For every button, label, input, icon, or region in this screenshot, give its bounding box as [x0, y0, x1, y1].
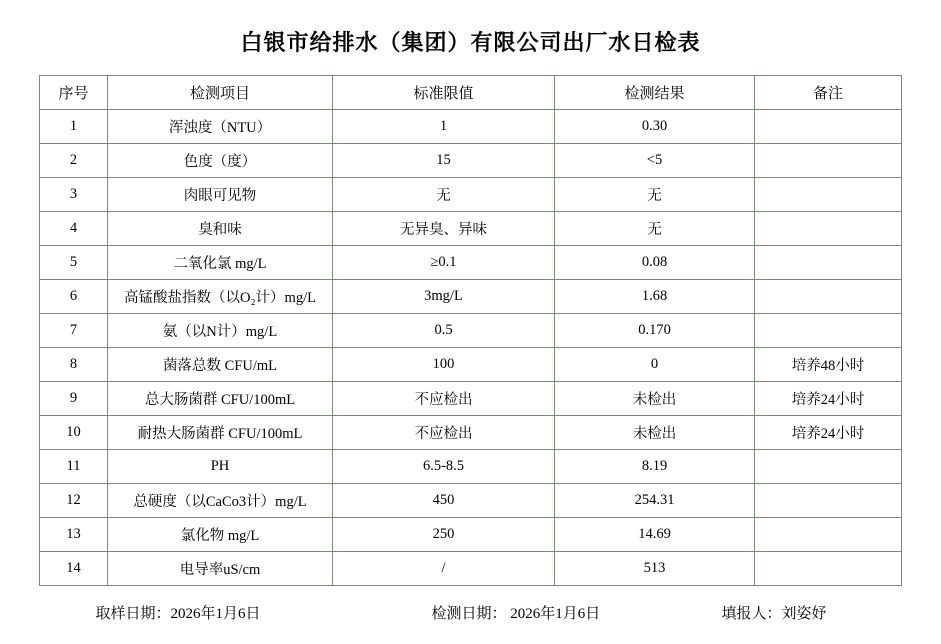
cell-remark [755, 484, 902, 518]
table-row [40, 110, 902, 144]
cell-item: 总硬度（以CaCo3计）mg/L [108, 484, 333, 518]
page-title: 白银市给排水（集团）有限公司出厂水日检表 [240, 30, 701, 55]
table-row [40, 348, 902, 382]
cell-item: 氨（以N计）mg/L [108, 314, 333, 348]
cell-item: 高锰酸盐指数（以O₂计）mg/L [108, 280, 333, 314]
cell-no: 12 [40, 484, 108, 518]
cell-item: 二氧化氯 mg/L [108, 246, 333, 280]
cell-limit: 0.5 [333, 314, 555, 348]
cell-item: 浑浊度（NTU） [108, 110, 333, 144]
cell-item: 氯化物 mg/L [108, 518, 333, 552]
cell-limit: 3mg/L [333, 280, 555, 314]
cell-result: 8.19 [555, 450, 755, 484]
cell-no: 7 [40, 314, 108, 348]
cell-item: 肉眼可见物 [108, 178, 333, 212]
cell-item: 臭和味 [108, 212, 333, 246]
cell-remark [755, 552, 902, 586]
cell-result: <5 [555, 144, 755, 178]
cell-no: 10 [40, 416, 108, 450]
table-row [40, 382, 902, 416]
table-row [40, 518, 902, 552]
table-row [40, 552, 902, 586]
cell-remark: 培养48小时 [755, 348, 902, 382]
cell-limit: 100 [333, 348, 555, 382]
cell-item: 耐热大肠菌群 CFU/100mL [108, 416, 333, 450]
cell-no: 4 [40, 212, 108, 246]
cell-item: 电导率uS/cm [108, 552, 333, 586]
table-row [40, 450, 902, 484]
cell-limit: 无异臭、异味 [333, 212, 555, 246]
table-row [40, 178, 902, 212]
cell-item: 总大肠菌群 CFU/100mL [108, 382, 333, 416]
sample-date: 取样日期：2026年1月6日 [95, 606, 261, 622]
table-row [40, 280, 902, 314]
cell-result: 无 [555, 178, 755, 212]
cell-item: 菌落总数 CFU/mL [108, 348, 333, 382]
cell-no: 13 [40, 518, 108, 552]
column-header-remark: 备注 [755, 76, 902, 110]
cell-limit: 无 [333, 178, 555, 212]
cell-remark [755, 246, 902, 280]
table-header-row [40, 76, 902, 110]
cell-limit: 450 [333, 484, 555, 518]
cell-no: 8 [40, 348, 108, 382]
water-quality-table [39, 75, 902, 586]
column-header-no: 序号 [40, 76, 108, 110]
column-header-result: 检测结果 [555, 76, 755, 110]
table-header [40, 76, 902, 110]
cell-result: 未检出 [555, 416, 755, 450]
cell-result: 513 [555, 552, 755, 586]
cell-result: 无 [555, 212, 755, 246]
cell-remark [755, 212, 902, 246]
table-row [40, 314, 902, 348]
cell-remark: 培养24小时 [755, 382, 902, 416]
cell-no: 1 [40, 110, 108, 144]
cell-result: 0 [555, 348, 755, 382]
column-header-limit: 标准限值 [333, 76, 555, 110]
table-row [40, 144, 902, 178]
cell-result: 0.08 [555, 246, 755, 280]
table-body [40, 110, 902, 586]
cell-remark [755, 450, 902, 484]
cell-no: 6 [40, 280, 108, 314]
cell-remark: 培养24小时 [755, 416, 902, 450]
cell-limit: 1 [333, 110, 555, 144]
cell-remark [755, 280, 902, 314]
cell-limit: 250 [333, 518, 555, 552]
test-date: 检测日期： 2026年1月6日 [431, 606, 601, 622]
cell-result: 未检出 [555, 382, 755, 416]
cell-no: 2 [40, 144, 108, 178]
cell-limit: 不应检出 [333, 382, 555, 416]
cell-limit: 6.5-8.5 [333, 450, 555, 484]
cell-result: 0.30 [555, 110, 755, 144]
cell-item: 色度（度） [108, 144, 333, 178]
cell-limit: / [333, 552, 555, 586]
cell-limit: 15 [333, 144, 555, 178]
table-row [40, 416, 902, 450]
cell-no: 9 [40, 382, 108, 416]
table-row [40, 212, 902, 246]
cell-limit: ≥0.1 [333, 246, 555, 280]
footer [40, 586, 902, 623]
cell-result: 0.170 [555, 314, 755, 348]
cell-remark [755, 518, 902, 552]
table-row [40, 484, 902, 518]
cell-result: 1.68 [555, 280, 755, 314]
cell-limit: 不应检出 [333, 416, 555, 450]
cell-item: PH [108, 450, 333, 484]
reporter-name: 填报人：刘姿妤 [721, 606, 827, 622]
cell-remark [755, 178, 902, 212]
cell-no: 5 [40, 246, 108, 280]
cell-remark [755, 110, 902, 144]
cell-no: 11 [40, 450, 108, 484]
cell-result: 254.31 [555, 484, 755, 518]
cell-result: 14.69 [555, 518, 755, 552]
cell-remark [755, 314, 902, 348]
cell-no: 14 [40, 552, 108, 586]
column-header-item: 检测项目 [108, 76, 333, 110]
cell-no: 3 [40, 178, 108, 212]
cell-remark [755, 144, 902, 178]
table-row [40, 246, 902, 280]
